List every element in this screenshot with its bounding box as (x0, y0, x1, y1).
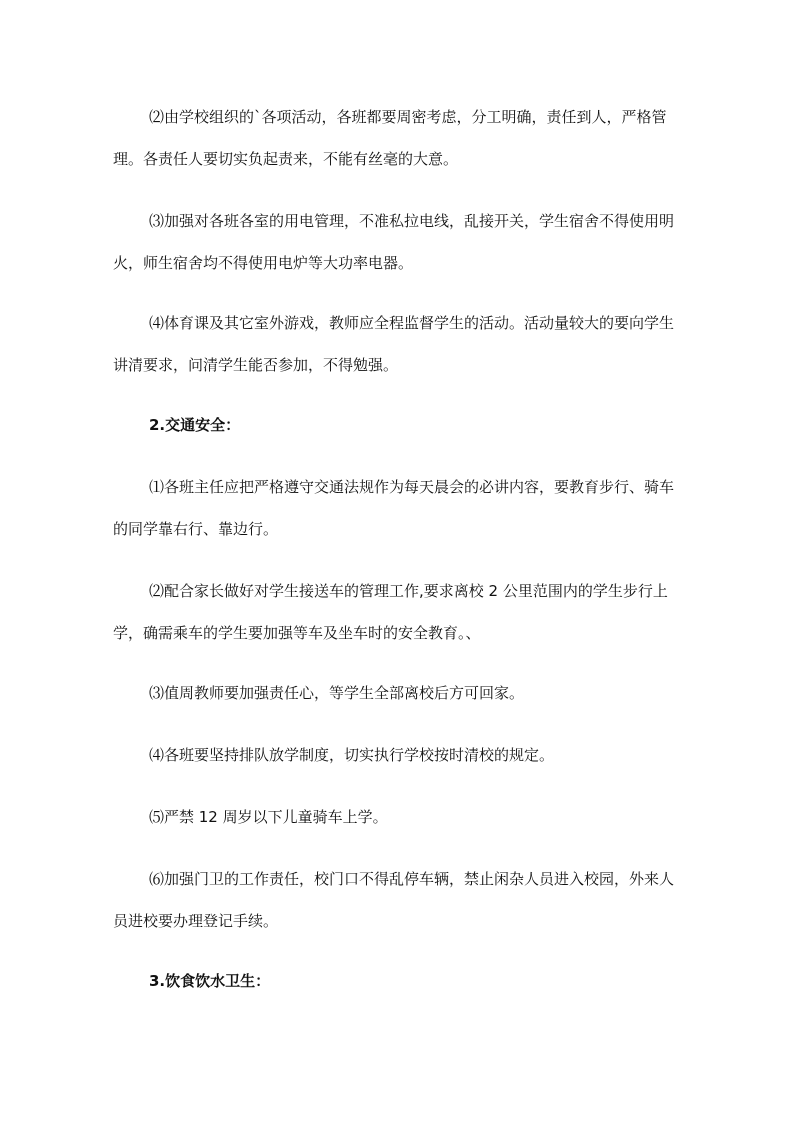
paragraph-text: ⑹加强门卫的工作责任，校门口不得乱停车辆，禁止闲杂人员进入校园，外来人员进校要办理登记手续。 (113, 870, 675, 930)
section-heading-food-water-hygiene: 3.饮食饮水卫生： (149, 972, 271, 990)
paragraph-text: ⑵由学校组织的`各项活动，各班都要周密考虑，分工明确，责任到人，严格管理。各责任人要切实负起责来，不能有丝毫的大意。 (113, 108, 667, 168)
section-heading-traffic-safety: 2.交通安全： (149, 416, 241, 434)
paragraph-text: ⑷各班要坚持排队放学制度，切实执行学校按时清校的规定。 (149, 746, 555, 764)
paragraph-text: ⑸严禁 12 周岁以下儿童骑车上学。 (149, 808, 388, 826)
paragraph-text: ⑶加强对各班各室的用电管理，不准私拉电线，乱接开关，学生宿舍不得使用明火，师生宿舍均不得使用电炉等大功率电器。 (113, 212, 675, 272)
paragraph-sports-supervision (113, 302, 678, 386)
paragraph-gate-guard (113, 858, 678, 942)
paragraph-electricity-management (113, 200, 678, 284)
paragraph-activity-management (113, 96, 678, 180)
paragraph-text: ⑶值周教师要加强责任心，等学生全部离校后方可回家。 (149, 684, 525, 702)
paragraph-pickup-management (113, 570, 678, 654)
paragraph-text: ⑷体育课及其它室外游戏，教师应全程监督学生的活动。活动量较大的要向学生讲清要求，问清学生能否参加，不得勉强。 (113, 314, 675, 374)
paragraph-duty-teacher (113, 672, 678, 714)
paragraph-traffic-rules (113, 466, 678, 550)
paragraph-text: ⑵配合家长做好对学生接送车的管理工作,要求离校 2 公里范围内的学生步行上学，确需乘车的学生要加强等车及坐车时的安全教育。、 (113, 582, 668, 642)
paragraph-bicycle-ban (113, 796, 678, 838)
paragraph-dismissal-queue (113, 734, 678, 776)
paragraph-text: ⑴各班主任应把严格遵守交通法规作为每天晨会的必讲内容，要教育步行、骑车的同学靠右行、靠边行。 (113, 478, 675, 538)
